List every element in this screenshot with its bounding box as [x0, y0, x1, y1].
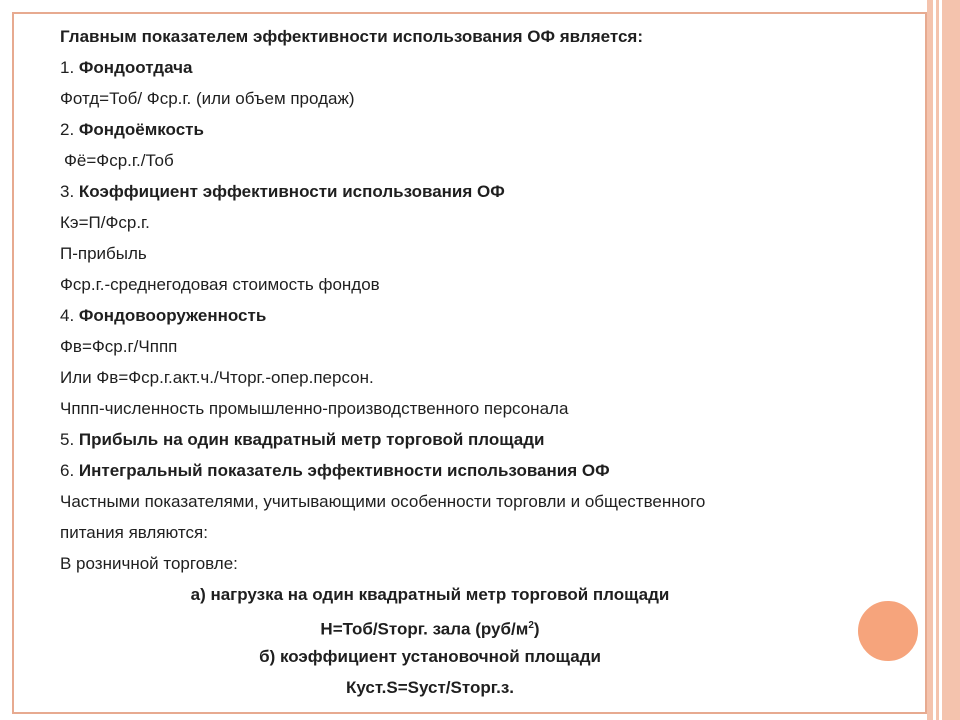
- retail-label: В розничной торговле:: [60, 554, 238, 573]
- item-number: 5.: [60, 430, 79, 449]
- slide-content: [60, 21, 920, 703]
- formula: Фотд=Тоб/ Фср.г. (или объем продаж): [60, 89, 355, 108]
- note: Фср.г.-среднегодовая стоимость фондов: [60, 275, 380, 294]
- item-title: Фондовооруженность: [78, 306, 267, 325]
- formula-a-close: ): [533, 619, 540, 639]
- item-number: 4.: [60, 306, 79, 325]
- item-1: [60, 52, 920, 83]
- formula: Кэ=П/Фср.г.: [60, 213, 150, 232]
- sub-item-a: а) нагрузка на один квадратный метр торговой площади: [190, 585, 670, 604]
- item-number: 3.: [60, 182, 79, 201]
- item-3: [60, 176, 920, 207]
- note: П-прибыль: [60, 244, 147, 263]
- formula-alt: Или Фв=Фср.г.акт.ч./Чторг.-опер.персон.: [60, 368, 374, 387]
- item-number: 1.: [60, 58, 79, 77]
- item-5: [60, 424, 920, 455]
- heading: Главным показателем эффективности использования ОФ является:: [60, 27, 643, 46]
- item-title: Прибыль на один квадратный метр торговой площади: [78, 430, 545, 449]
- formula-a-text: Н=Тоб/Sторг. зала (руб/м: [320, 619, 529, 639]
- decor-stripe: [927, 0, 933, 720]
- item-4: [60, 300, 920, 331]
- sub-item-b: б) коэффициент установочной площади: [259, 647, 601, 666]
- formula: Фё=Фср.г./Тоб: [64, 151, 174, 170]
- decor-stripe: [936, 0, 939, 720]
- decor-stripe: [942, 0, 960, 720]
- formula: Фв=Фср.г/Чппп: [60, 337, 178, 356]
- item-title: Фондоёмкость: [78, 120, 204, 139]
- superscript: 2: [528, 620, 534, 631]
- item-2: [60, 114, 920, 145]
- item-title: Фондоотдача: [78, 58, 193, 77]
- item-number: 6.: [60, 461, 79, 480]
- note: Чппп-численность промышленно-производственного персонала: [60, 399, 569, 418]
- paragraph-line: питания являются:: [60, 523, 208, 542]
- item-number: 2.: [60, 120, 79, 139]
- item-title: Коэффициент эффективности использования ОФ: [78, 182, 505, 201]
- paragraph-line: Частными показателями, учитывающими особенности торговли и общественного: [60, 492, 706, 511]
- formula-b: Куст.S=Sуст/Sторг.з.: [345, 678, 515, 697]
- item-6: [60, 455, 920, 486]
- formula-a: [60, 610, 800, 641]
- item-title: Интегральный показатель эффективности использования ОФ: [78, 461, 610, 480]
